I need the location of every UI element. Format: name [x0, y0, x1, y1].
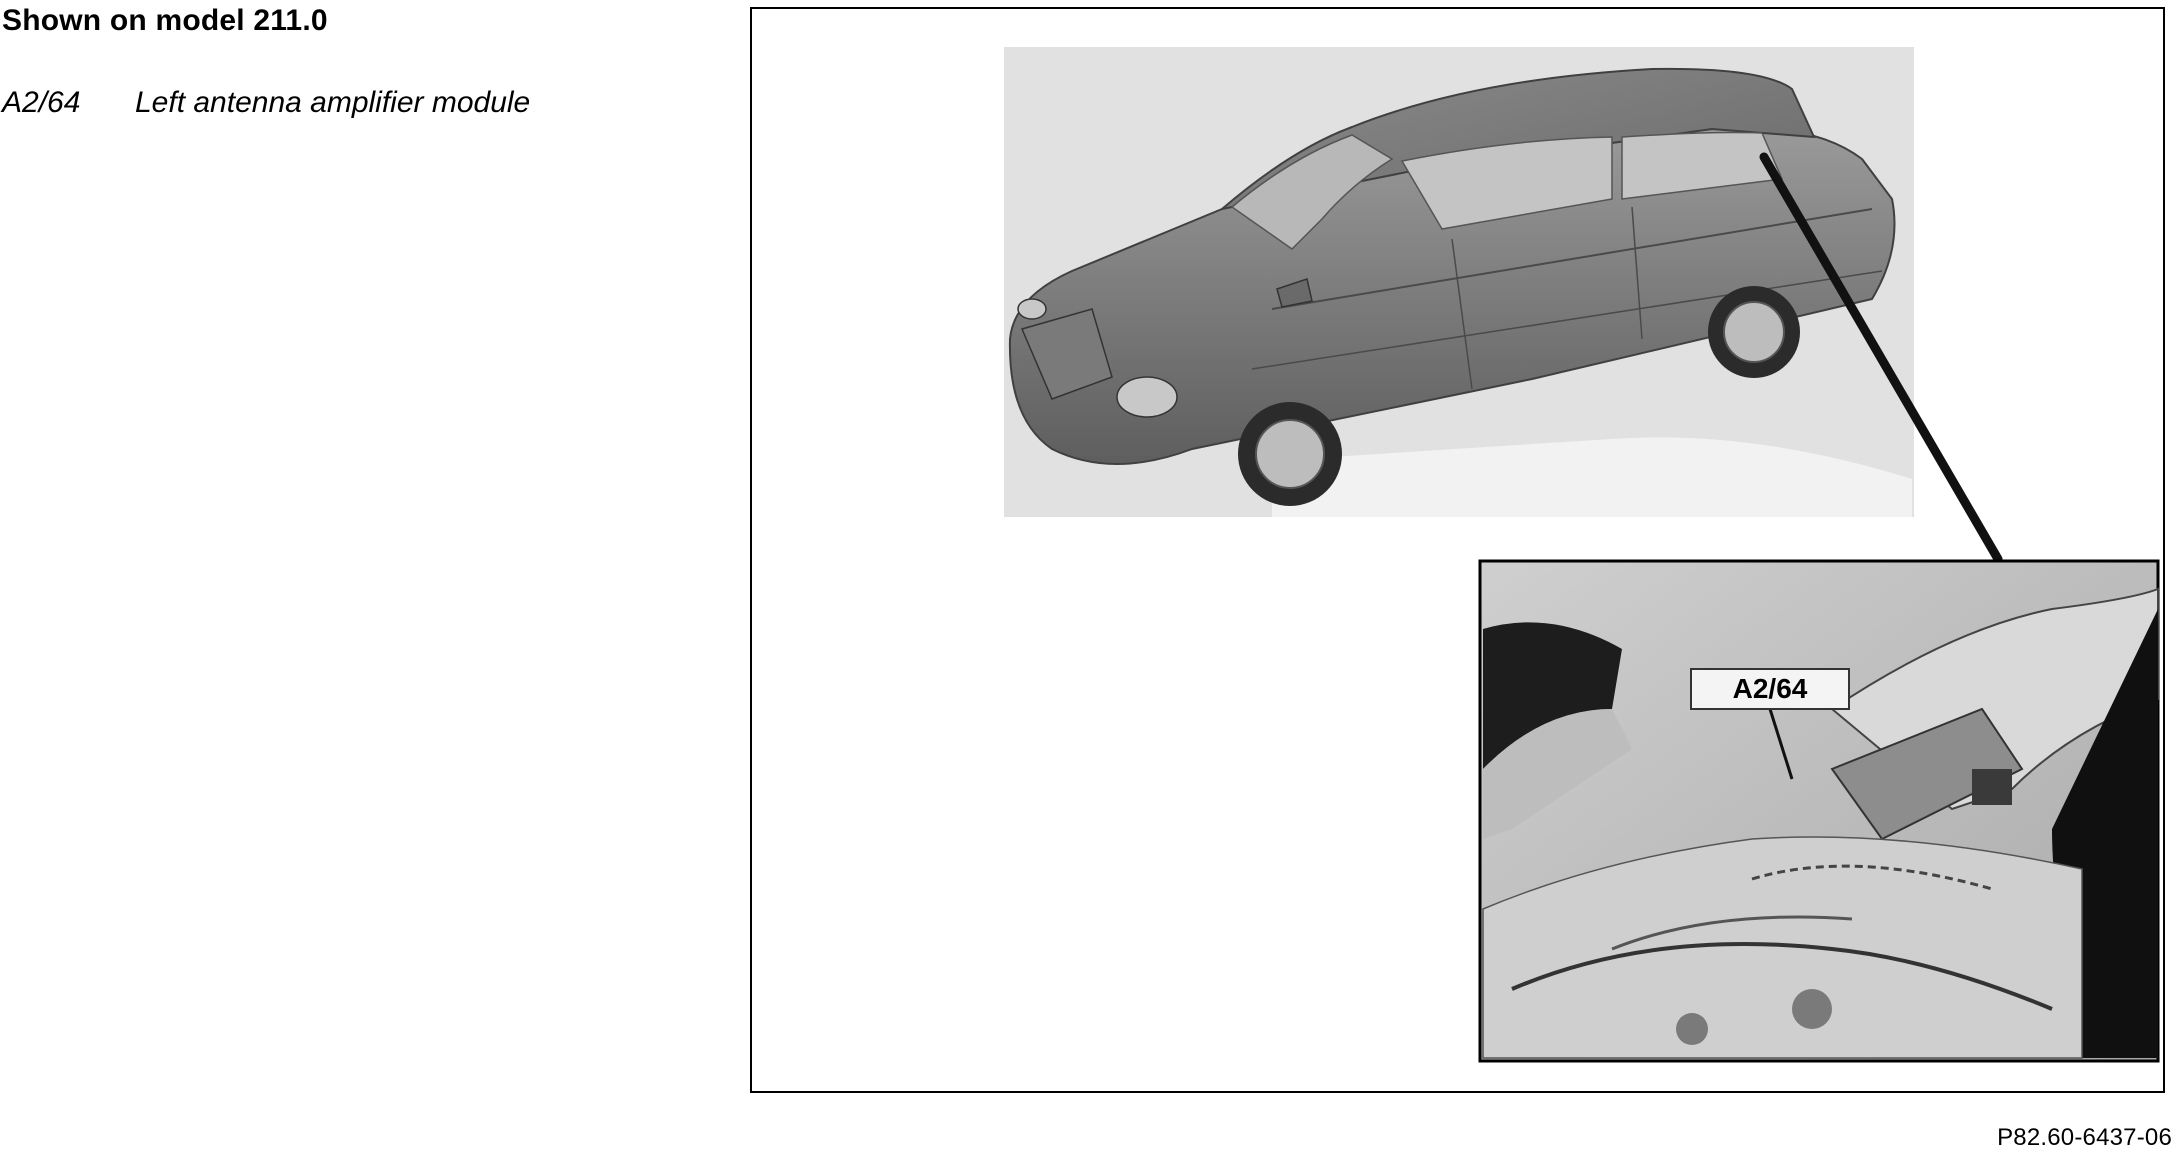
callout-label: A2/64	[1690, 668, 1850, 710]
figure-frame	[750, 7, 2165, 1093]
antenna-detail-image	[1480, 561, 2158, 1061]
figure-id: P82.60-6437-06	[1997, 1124, 2172, 1151]
figure-illustration	[752, 9, 2167, 1095]
legend-description: Left antenna amplifier module	[135, 86, 531, 119]
legend-code: A2/64	[2, 86, 81, 119]
car-overview-image	[1004, 47, 1914, 517]
page-heading: Shown on model 211.0	[2, 4, 328, 37]
legend-item	[2, 86, 530, 120]
